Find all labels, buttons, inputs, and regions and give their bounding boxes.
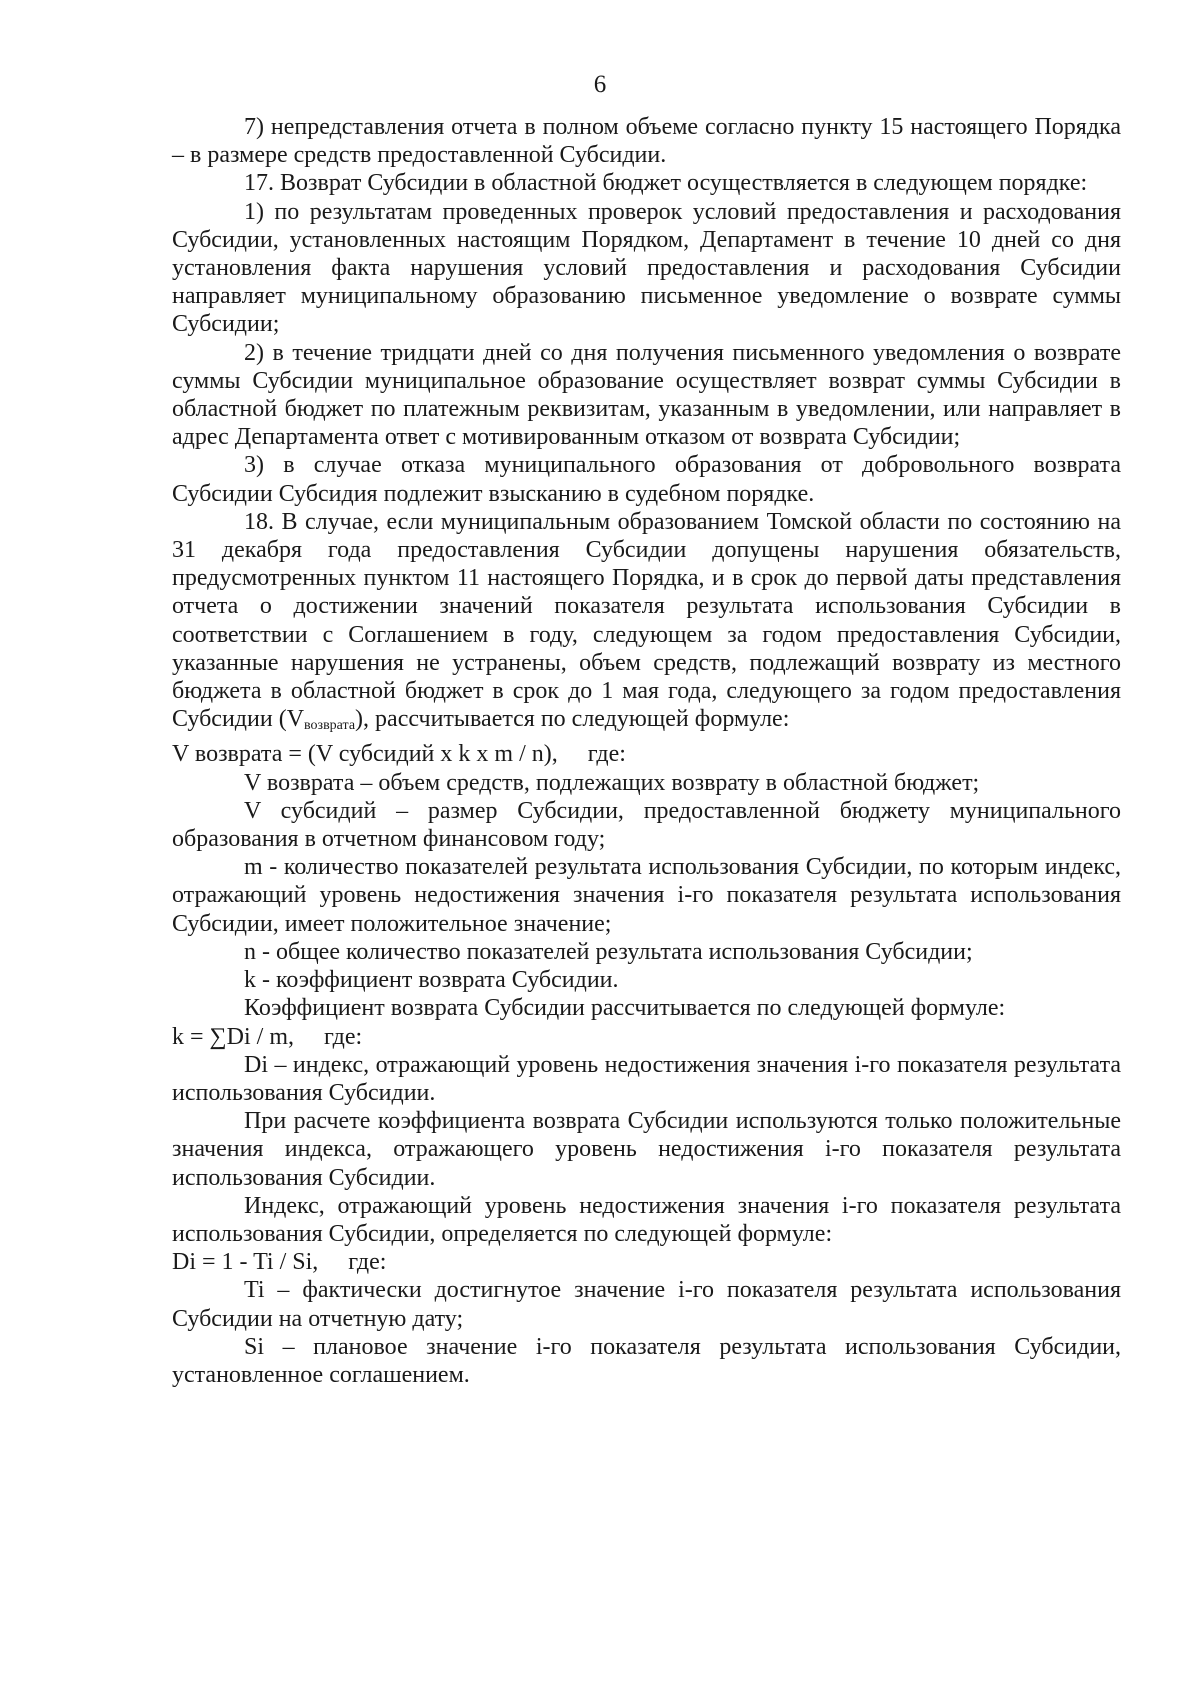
paragraph-17: 17. Возврат Субсидии в областной бюджет осуществляется в следующем порядке:	[244, 170, 1088, 197]
formula-v-vozvrata-where: где:	[587, 741, 626, 768]
subscript-vozvrata: возврата	[304, 718, 356, 734]
definition-ti: Ti – фактически достигнутое значение i-го показателя результата использования Субсидии на отчетную дату;	[172, 1277, 1121, 1332]
formula-k	[172, 1023, 1121, 1051]
paragraph-di-intro: Индекс, отражающий уровень недостижения значения i-го показателя результата использования Субсидии, определяется по следующей формуле:	[172, 1192, 1121, 1247]
formula-v-vozvrata-expr: V возврата = (V субсидий x k x m / n),	[172, 741, 558, 768]
definition-m: m - количество показателей результата использования Субсидии, по которым индекс, отражающий уровень недостижения значения i-го показателя результата использования Субсидии, имеет положительное значение;	[172, 854, 1121, 937]
paragraph-item-7: 7) непредставления отчета в полном объеме согласно пункту 15 настоящего Порядка – в размере средств предоставленной Субсидии.	[172, 114, 1121, 169]
paragraph-18	[172, 508, 1121, 741]
paragraph-18-tail: ), рассчитывается по следующей формуле:	[355, 706, 790, 733]
paragraph-k-intro: Коэффициент возврата Субсидии рассчитывается по следующей формуле:	[244, 995, 1006, 1022]
definition-v-vozvrata: V возврата – объем средств, подлежащих возврату в областной бюджет;	[244, 769, 980, 796]
formula-v-vozvrata	[172, 740, 1121, 768]
paragraph-18-text: 18. В случае, если муниципальным образованием Томской области по состоянию на 31 декабря года предоставления Субсидии допущены нарушения обязательств, предусмотренных пунктом 11 настоящего Порядка, и в срок до первой даты представления отчета о достижении значений показателя результата использования Субсидии в соответствии с Соглашением в году, следующем за годом предоставления Субсидии, указанные нарушения не устранены, объем средств, подлежащий возврату из местного бюджета в областной бюджет в срок до 1 мая года, следующего за годом предоставления Субсидии (V	[172, 508, 1121, 733]
formula-di-expr: Di = 1 - Ti / Si,	[172, 1249, 319, 1276]
paragraph-17-1: 1) по результатам проведенных проверок условий предоставления и расходования Субсидии, установленных настоящим Порядком, Департамент в течение 10 дней со дня установления факта нарушения условий предоставления и расходования Субсидии направляет муниципальному образованию письменное уведомление о возврате суммы Субсидии;	[172, 198, 1121, 338]
definition-v-subsidiy: V субсидий – размер Субсидии, предоставленной бюджету муниципального образования в отчетном финансовом году;	[172, 797, 1121, 853]
paragraph-17-2: 2) в течение тридцати дней со дня получения письменного уведомления о возврате суммы Субсидии муниципальное образование осуществляет возврат суммы Субсидии в областной бюджет по платежным реквизитам, указанным в уведомлении, или направляет в адрес Департамента ответ с мотивированным отказом от возврата Субсидии;	[172, 339, 1121, 451]
definition-si: Si – плановое значение i-го показателя результата использования Субсидии, установленное соглашением.	[172, 1333, 1121, 1388]
paragraph-17-3: 3) в случае отказа муниципального образования от добровольного возврата Субсидии Субсидия подлежит взысканию в судебном порядке.	[172, 452, 1121, 507]
definition-n: n - общее количество показателей результата использования Субсидии;	[244, 938, 973, 965]
formula-k-expr: k = ∑Di / m,	[172, 1023, 294, 1050]
definition-di: Di – индекс, отражающий уровень недостижения значения i-го показателя результата использования Субсидии.	[172, 1051, 1121, 1106]
formula-di-where: где:	[348, 1249, 387, 1276]
definition-k: k - коэффициент возврата Субсидии.	[244, 967, 619, 994]
page-number: 6	[593, 71, 607, 98]
paragraph-positive-values: При расчете коэффициента возврата Субсидии используются только положительные значения индекса, отражающего уровень недостижения i-го показателя результата использования Субсидии.	[172, 1108, 1121, 1191]
formula-k-where: где:	[323, 1023, 363, 1050]
document-body	[172, 113, 1121, 1389]
formula-di	[172, 1248, 1121, 1276]
